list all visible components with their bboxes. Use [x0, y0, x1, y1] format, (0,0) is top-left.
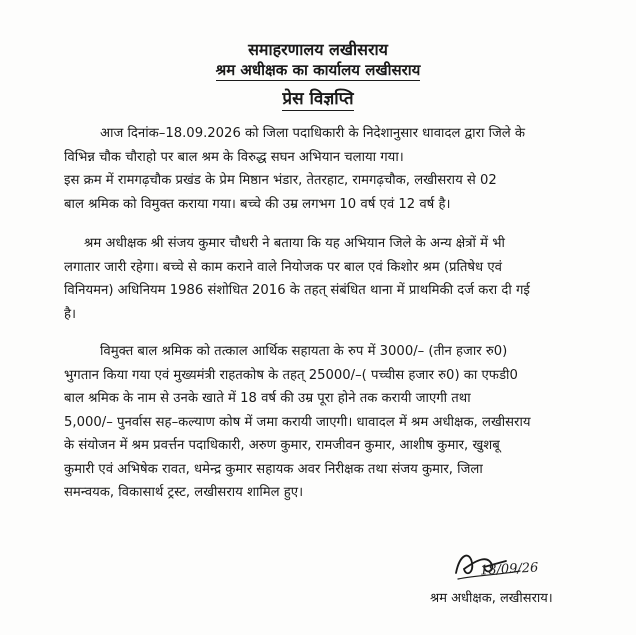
paragraph-line: लगातार जारी रहेगा। बच्चे से काम कराने वाले नियोजक पर बाल एवं किशोर श्रम (प्रतिषेध एवं — [64, 259, 502, 275]
document-title-text: प्रेस विज्ञप्ति — [282, 89, 354, 109]
paragraph-2 — [64, 232, 584, 326]
paragraph-line: समन्वयक, विकासार्थ ट्रस्ट, लखीसराय शामिल हुए। — [64, 485, 304, 500]
paragraph-line: के संयोजन में श्रम प्रवर्त्तन पदाधिकारी, अरुण कुमार, रामजीवन कुमार, आशीष कुमार, खुशबू — [64, 438, 500, 453]
department-name — [0, 60, 636, 80]
paragraph-line: विमुक्त बाल श्रमिक को तत्काल आर्थिक सहायता के रुप में 3000/– (तीन हजार रु0) — [100, 344, 508, 359]
paragraph-line: भुगतान किया गया एवं मुख्यमंत्री राहतकोष के तहत् 25000/–( पच्चीस हजार रु0) का एफडी0 — [64, 367, 518, 383]
paragraph-line: बाल श्रमिक को विमुक्त कराया गया। बच्चे की उम्र लगभग 10 वर्ष एवं 12 वर्ष है। — [64, 196, 451, 212]
paragraph-line: इस क्रम में रामगढ़चौक प्रखंड के प्रेम मिष्ठान भंडार, तेतरहाट, रामगढ़चौक, लखीसराय से 02 — [64, 173, 497, 188]
department-name-text: श्रम अधीक्षक का कार्यालय लखीसराय — [215, 61, 421, 79]
paragraph-3 — [64, 340, 584, 505]
paragraph-line: 5,000/– पुनर्वास सह–कल्याण कोष में जमा करायी जाएगी। धावादल में श्रम अधीक्षक, लखीसराय — [64, 414, 531, 430]
paragraph-line: है। — [64, 306, 77, 322]
paragraph-line: आज दिनांक–18.09.2026 को जिला पदाधिकारी के निदेशानुसार धावादल द्वारा जिले के — [100, 126, 526, 141]
paragraph-line: विनियमन) अधिनियम 1986 संशोधित 2016 के तहत् संबंधित थाना में प्राथमिकी दर्ज करा दी गई — [64, 283, 530, 298]
document-title — [0, 86, 636, 109]
paragraph-line: बाल श्रमिक के नाम से उनके खाते में 18 वर्ष की उम्र पूरा होने तक करायी जाएगी तथा — [64, 391, 471, 406]
paragraph-line: श्रम अधीक्षक श्री संजय कुमार चौधरी ने बताया कि यह अभियान जिले के अन्य क्षेत्रों में भी — [84, 236, 505, 251]
paragraph-line: विभिन्न चौक चौराहो पर बाल श्रम के विरुद्ध सघन अभियान चलाया गया। — [64, 149, 404, 165]
paragraph-1 — [64, 122, 584, 216]
signature-date: 18/09/26 — [479, 560, 539, 579]
signatory-designation: श्रम अधीक्षक, लखीसराय। — [430, 591, 553, 606]
paragraph-line: कुमारी एवं अभिषेक रावत, धमेन्द्र कुमार सहायक अवर निरीक्षक तथा संजय कुमार, जिला — [64, 461, 483, 477]
office-name-text: समाहरणालय लखीसराय — [248, 40, 388, 59]
office-name — [0, 38, 636, 60]
